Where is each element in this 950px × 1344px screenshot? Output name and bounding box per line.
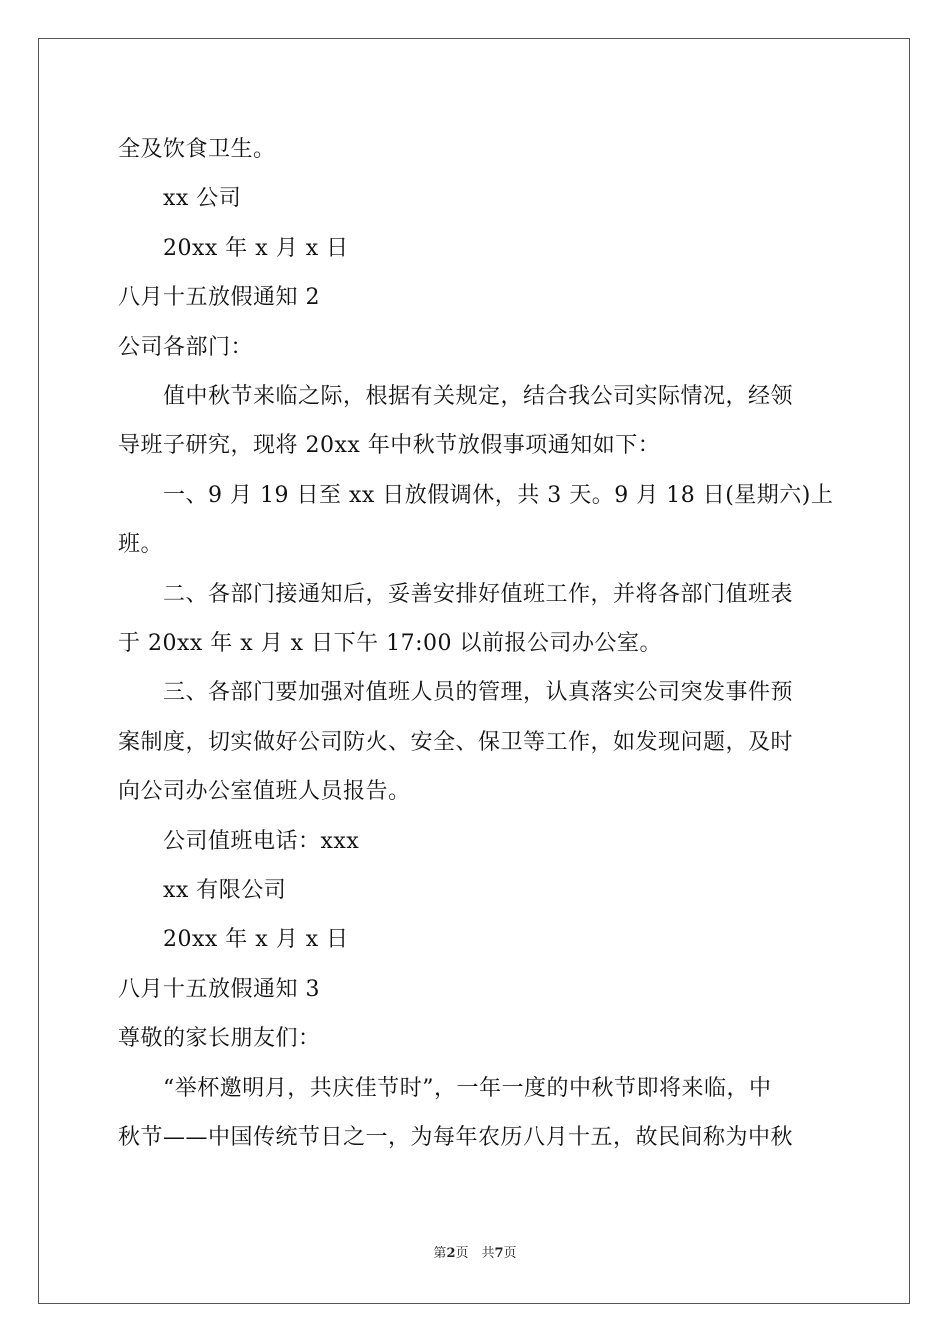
footer-prefix: 第 xyxy=(433,1246,447,1261)
footer-page-current: 2 xyxy=(446,1246,456,1261)
footer-mid: 页 共 xyxy=(455,1246,495,1261)
text-line: xx 有限公司 xyxy=(163,878,287,903)
text-line: 一、9 月 19 日至 xx 日放假调休，共 3 天。9 月 18 日(星期六)上 xyxy=(163,482,834,508)
text-line: 八月十五放假通知 3 xyxy=(118,976,320,1002)
footer-page-total: 7 xyxy=(494,1246,504,1261)
text-line: 公司值班电话：xxx xyxy=(163,828,360,854)
text-line: 20xx 年 x 月 x 日 xyxy=(163,235,349,261)
text-line: xx 公司 xyxy=(163,186,242,212)
page-border xyxy=(38,38,910,1304)
text-line: 全及饮食卫生。 xyxy=(118,137,276,162)
text-line: 于 20xx 年 x 月 x 日下午 17:00 以前报公司办公室。 xyxy=(118,631,662,656)
text-line: 20xx 年 x 月 x 日 xyxy=(163,927,349,953)
text-line: 三、各部门要加强对值班人员的管理，认真落实公司突发事件预 xyxy=(163,680,794,706)
text-line: 案制度，切实做好公司防火、安全、保卫等工作，如发现问题，及时 xyxy=(118,729,794,755)
text-line: 尊敬的家长朋友们： xyxy=(118,1026,321,1052)
page-footer xyxy=(0,1245,950,1263)
text-line: 值中秋节来临之际，根据有关规定，结合我公司实际情况，经领 xyxy=(163,384,794,409)
text-line: “举杯邀明月，共庆佳节时”，一年一度的中秋节即将来临，中 xyxy=(163,1075,772,1101)
text-line: 导班子研究，现将 20xx 年中秋节放假事项通知如下： xyxy=(118,433,661,459)
footer-suffix: 页 xyxy=(503,1246,517,1261)
text-line: 公司各部门： xyxy=(118,334,254,360)
text-line: 班。 xyxy=(118,532,164,558)
text-line: 秋节——中国传统节日之一，为每年农历八月十五，故民间称为中秋 xyxy=(118,1125,794,1150)
text-line: 八月十五放假通知 2 xyxy=(118,285,320,311)
text-line: 向公司办公室值班人员报告。 xyxy=(118,779,411,805)
text-line: 二、各部门接通知后，妥善安排好值班工作，并将各部门值班表 xyxy=(163,581,794,607)
